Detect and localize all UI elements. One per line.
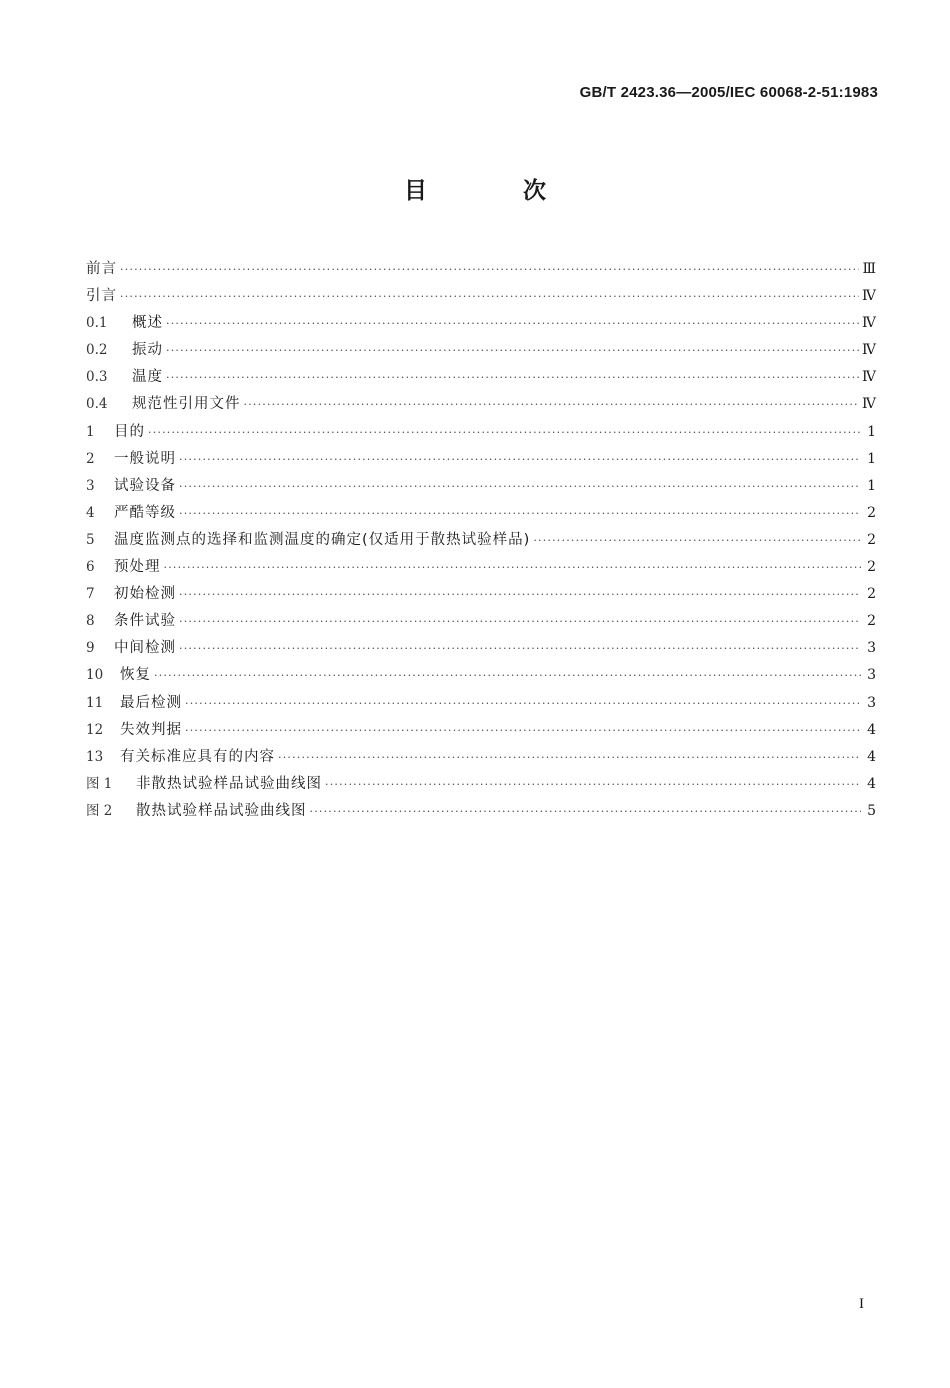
toc-entry-number: 0.4	[86, 396, 108, 413]
table-of-contents	[86, 257, 876, 826]
toc-entry-title: 有关标准应具有的内容	[120, 748, 275, 765]
toc-entry-title: 试验设备	[114, 477, 176, 494]
toc-entry-number: 0.1	[86, 315, 108, 332]
toc-entry[interactable]	[86, 555, 876, 582]
toc-entry-page: 2	[867, 559, 876, 576]
page-number: I	[859, 1296, 864, 1312]
toc-entry-page: 2	[867, 504, 876, 521]
toc-entry-number: 0.3	[86, 369, 108, 386]
toc-dot-leader	[179, 642, 861, 655]
toc-entry-title: 温度监测点的选择和监测温度的确定(仅适用于散热试验样品)	[114, 531, 531, 548]
toc-dot-leader	[166, 371, 859, 384]
toc-entry-number: 图 1	[86, 775, 113, 792]
toc-entry[interactable]	[86, 392, 876, 419]
toc-entry-page: Ⅳ	[862, 369, 876, 386]
toc-entry-number: 12	[86, 721, 104, 738]
toc-entry-title: 失效判据	[120, 721, 182, 738]
toc-entry-number: 1	[86, 423, 95, 440]
toc-entry[interactable]	[86, 745, 876, 772]
toc-entry-number: 8	[86, 613, 95, 630]
toc-entry[interactable]	[86, 501, 876, 528]
toc-entry[interactable]	[86, 257, 876, 284]
toc-entry-title: 初始检测	[114, 586, 176, 603]
toc-entry-number: 10	[86, 667, 104, 684]
toc-entry[interactable]	[86, 474, 876, 501]
toc-entry[interactable]	[86, 663, 876, 690]
toc-entry-number: 5	[86, 531, 95, 548]
toc-entry-page: Ⅳ	[862, 315, 876, 332]
toc-entry-page: 1	[867, 450, 876, 467]
toc-entry[interactable]	[86, 528, 876, 555]
toc-entry-number: 0.2	[86, 342, 108, 359]
toc-entry-number: 13	[86, 748, 104, 765]
toc-entry-title: 恢复	[120, 667, 151, 684]
toc-dot-leader	[120, 263, 859, 276]
toc-dot-leader	[166, 344, 859, 357]
toc-entry-title: 一般说明	[114, 450, 176, 467]
toc-dot-leader	[179, 615, 861, 628]
toc-entry-page: 4	[867, 721, 876, 738]
toc-entry[interactable]	[86, 284, 876, 311]
toc-entry-number: 9	[86, 640, 95, 657]
toc-dot-leader	[244, 398, 860, 411]
toc-entry[interactable]	[86, 609, 876, 636]
toc-entry[interactable]	[86, 691, 876, 718]
toc-entry-number: 3	[86, 477, 95, 494]
toc-entry-title: 最后检测	[120, 694, 182, 711]
toc-entry[interactable]	[86, 420, 876, 447]
toc-entry-title: 预处理	[114, 559, 161, 576]
toc-entry[interactable]	[86, 799, 876, 826]
toc-entry-page: 3	[867, 694, 876, 711]
toc-dot-leader	[185, 724, 861, 737]
toc-entry[interactable]	[86, 338, 876, 365]
toc-dot-leader	[185, 697, 861, 710]
toc-entry-page: Ⅳ	[862, 342, 876, 359]
toc-entry[interactable]	[86, 772, 876, 799]
toc-entry-title: 中间检测	[114, 640, 176, 657]
toc-entry-page: 4	[867, 775, 876, 792]
page-title: 目 次	[403, 178, 590, 204]
toc-entry-number: 7	[86, 586, 95, 603]
toc-dot-leader	[179, 453, 861, 466]
toc-entry-title: 目的	[114, 423, 145, 440]
toc-entry-page: Ⅳ	[862, 288, 876, 305]
toc-entry-number: 11	[86, 694, 104, 711]
toc-entry-page: 5	[867, 802, 876, 819]
toc-entry-page: Ⅳ	[862, 396, 876, 413]
toc-entry-page: Ⅲ	[862, 261, 876, 277]
toc-entry-page: 2	[867, 613, 876, 630]
toc-entry-page: 1	[867, 423, 876, 440]
toc-entry-title: 概述	[132, 315, 163, 332]
toc-entry-page: 2	[867, 531, 876, 548]
standard-code-header: GB/T 2423.36—2005/IEC 60068-2-51:1983	[579, 84, 878, 101]
toc-entry[interactable]	[86, 365, 876, 392]
toc-entry[interactable]	[86, 311, 876, 338]
toc-entry-title: 温度	[132, 369, 163, 386]
toc-entry-page: 3	[867, 667, 876, 684]
toc-dot-leader	[164, 561, 862, 574]
toc-dot-leader	[120, 290, 859, 303]
toc-dot-leader	[154, 669, 861, 682]
toc-entry-number: 2	[86, 450, 95, 467]
toc-entry-title: 引言	[86, 288, 117, 305]
toc-entry-title: 散热试验样品试验曲线图	[136, 802, 307, 819]
toc-entry-page: 1	[867, 477, 876, 494]
toc-dot-leader	[310, 805, 862, 818]
toc-entry-title: 振动	[132, 342, 163, 359]
toc-dot-leader	[166, 317, 859, 330]
toc-entry-title: 前言	[86, 261, 117, 277]
toc-dot-leader	[179, 588, 861, 601]
toc-entry[interactable]	[86, 582, 876, 609]
toc-dot-leader	[148, 426, 861, 439]
toc-entry-page: 2	[867, 586, 876, 603]
toc-entry-title: 规范性引用文件	[132, 396, 241, 413]
toc-dot-leader	[179, 507, 861, 520]
toc-entry-number: 图 2	[86, 802, 113, 819]
toc-dot-leader	[179, 480, 861, 493]
toc-entry-title: 严酷等级	[114, 504, 176, 521]
toc-entry-number: 4	[86, 504, 95, 521]
toc-dot-leader	[325, 778, 861, 791]
toc-entry-page: 3	[867, 640, 876, 657]
toc-entry-number: 6	[86, 559, 95, 576]
toc-entry-title: 非散热试验样品试验曲线图	[136, 775, 322, 792]
toc-entry[interactable]	[86, 718, 876, 745]
toc-entry[interactable]	[86, 447, 876, 474]
toc-dot-leader	[533, 534, 861, 547]
toc-entry-title: 条件试验	[114, 613, 176, 630]
toc-entry[interactable]	[86, 636, 876, 663]
toc-entry-page: 4	[867, 748, 876, 765]
toc-dot-leader	[278, 751, 861, 764]
